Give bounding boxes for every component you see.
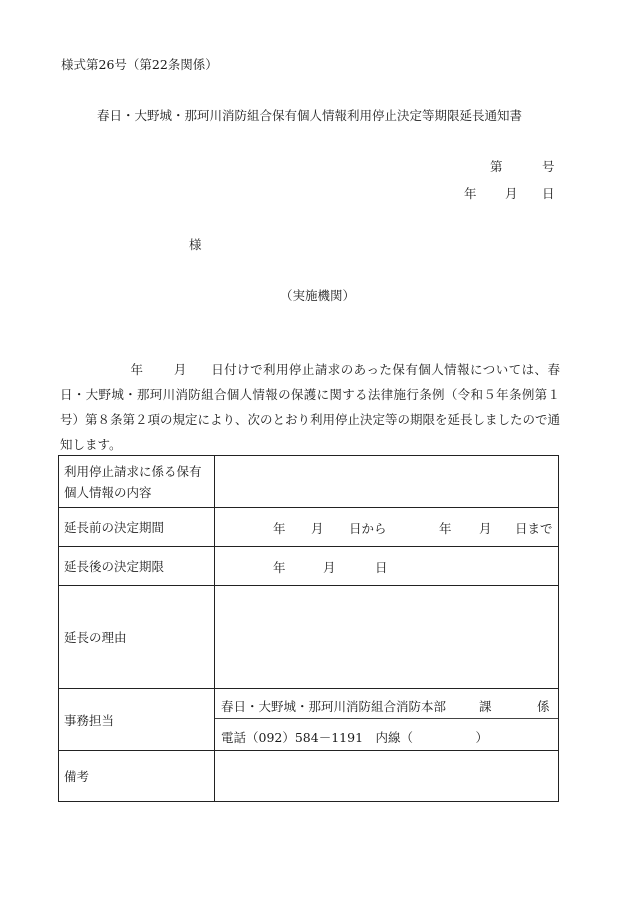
contact-field (215, 689, 559, 751)
contact-kakari: 係 (537, 699, 550, 714)
date-month: 月 (505, 186, 518, 201)
contact-dept: 春日・大野城・那珂川消防組合消防本部 (221, 699, 447, 714)
body-text: 日付けで利用停止請求のあった保有個人情報については、春日・大野城・那珂川消防組合個人情報の保護に関する法律施行条例（令和５年条例第１号）第８条第２項の規定により、次のとおり利用停止決定等の期限を延長しましたので通知します。 (60, 362, 561, 452)
table-row (59, 689, 559, 751)
after-deadline-field[interactable]: 年 月 日 (215, 547, 559, 586)
document-title: 春日・大野城・那珂川消防組合保有個人情報利用停止決定等期限延長通知書 (97, 108, 523, 123)
notice-body (60, 357, 560, 457)
doc-no-go: 号 (542, 159, 555, 174)
date-year: 年 (464, 186, 477, 201)
doc-no-dai: 第 (490, 159, 503, 174)
reason-label: 延長の理由 (59, 586, 215, 689)
contact-phone: 電話（092）584－1191 内線（ ） (221, 730, 489, 745)
table-row (59, 508, 559, 547)
before-period-field[interactable]: 年 月 日から 年 月 日まで (215, 508, 559, 547)
remarks-label: 備考 (59, 751, 215, 802)
content-label: 利用停止請求に係る保有 個人情報の内容 (59, 456, 215, 508)
table-row (59, 586, 559, 689)
extension-table (58, 455, 559, 802)
remarks-field[interactable] (215, 751, 559, 802)
date-day: 日 (542, 186, 555, 201)
body-year: 年 (130, 362, 144, 377)
body-month: 月 (173, 362, 187, 377)
contact-ka: 課 (479, 699, 492, 714)
recipient-suffix: 様 (189, 237, 202, 252)
agency-label: （実施機関） (280, 288, 356, 303)
contact-label: 事務担当 (59, 689, 215, 751)
table-row (59, 751, 559, 802)
table-row (59, 456, 559, 508)
after-deadline-label: 延長後の決定期限 (59, 547, 215, 586)
form-number: 様式第26号（第22条関係） (61, 57, 218, 72)
table-row (59, 547, 559, 586)
before-period-label: 延長前の決定期間 (59, 508, 215, 547)
reason-field[interactable] (215, 586, 559, 689)
content-field[interactable] (215, 456, 559, 508)
